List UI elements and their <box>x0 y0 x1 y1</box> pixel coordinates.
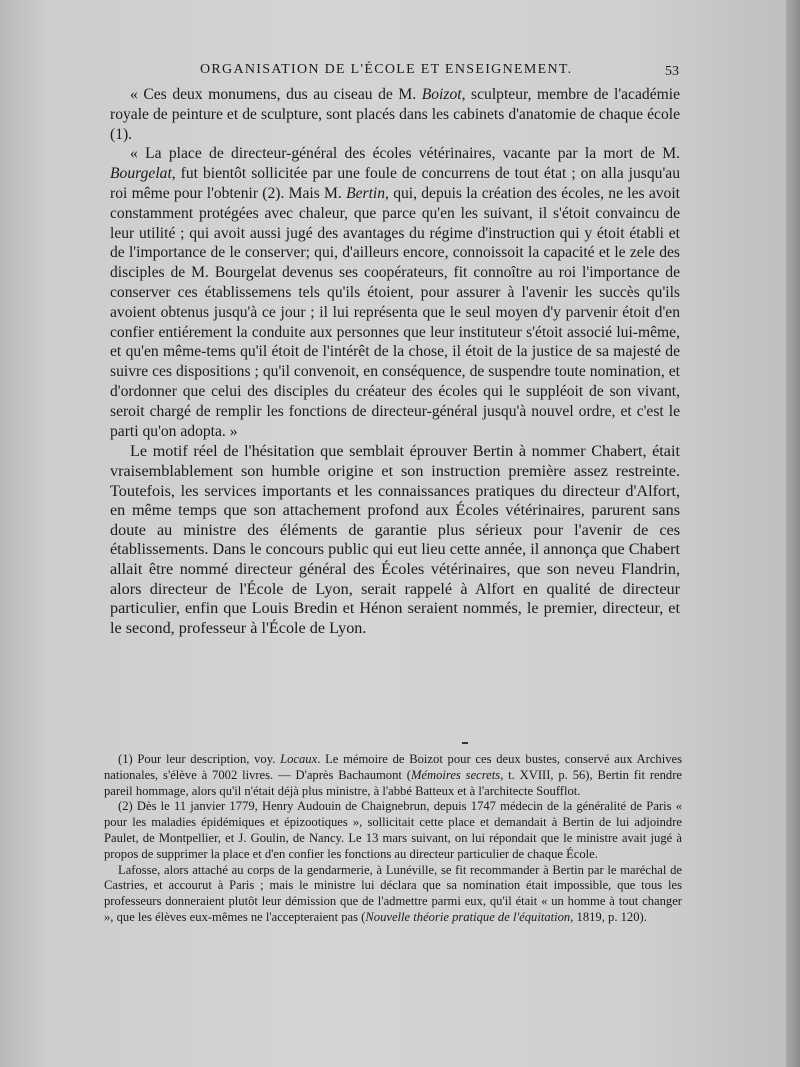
quote-paragraph-2: « La place de directeur-général des écoles vétérinaires, vacante par la mort de M. Bourgelat, fut bientôt sollicitée par une foule de concurrens de tout état ; on alla jusqu'au roi même pour l'obtenir (2). Mais M. Bertin, qui, depuis la création des écoles, ne les avoit constamment protégées avec chaleur, que parce qu'en les suivant, il s'étoit convaincu de leur utilité ; qui avoit aussi jugé des avantages du régime d'instruction qui y étoit établi et de l'importance de le conserver; qui, d'ailleurs encore, connoissoit la capacité et le zele des disciples de M. Bourgelat devenus ses coopérateurs, fit connoître au roi l'importance de conserver ces établissemens tels qu'ils étoient, pour assurer à l'avenir les succès qu'ils avoient obtenus jusqu'à ce jour ; il lui représenta que le seul moyen d'y parvenir étoit d'en confier entiérement la conduite aux personnes que leur instituteur s'étoit associé lui-même, et qu'en même-tems qu'il étoit de l'intérêt de la chose, il étoit de la justice de sa majesté de suivre ces dispositions ; qu'il convenoit, en conséquence, de suspendre toute nomination, et d'ordonner que celui des disciples du créateur des écoles qui le suppléoit de son vivant, seroit chargé de remplir les fonctions de directeur-général jusqu'à nouvel ordre, et c'est le parti qu'on adopta. » <box>110 145 681 440</box>
page-number: 53 <box>665 64 679 79</box>
italic-name-boizot: Boizot <box>421 86 462 103</box>
footnote-3: Lafosse, alors attaché au corps de la gendarmerie, à Lunéville, se fit recommander à Bertin par le maréchal de Castries, et accourut à Paris ; mais le ministre lui déclara que sa nomination était impossible, que tous les professeurs donneraient plutôt leur démission que de l'admettre parmi eux, qu'il était « un homme à tout changer », que les élèves eux-mêmes ne l'accepteraient pas (Nouvelle théorie pratique de l'équitation, 1819, p. 120). <box>104 862 682 924</box>
page-edge-shadow <box>786 0 800 1067</box>
quote-paragraph-1: « Ces deux monumens, dus au ciseau de M. Boizot, sculpteur, membre de l'académie royale de peinture et de sculpture, sont placés dans les cabinets d'anatomie de chaque école (1). <box>110 86 680 143</box>
main-paragraph: Le motif réel de l'hésitation que semblait éprouver Bertin à nommer Chabert, était vraisemblablement son humble origine et son instruction première assez restreinte. Toutefois, les services importants et les connaissances pratiques du directeur d'Alfort, en même temps que son attachement profond aux Écoles vétérinaires, parurent sans doute au ministre des éléments de garantie plus sérieux pour l'avenir de ces établissements. Dans le concours public qui eut lieu cette année, il annonça que Chabert allait être nommé directeur général des Écoles vétérinaires, que son neveu Flandrin, alors directeur de l'École de Lyon, serait rappelé à Alfort en qualité de directeur particulier, enfin que Louis Bredin et Hénon seraient nommés, le premier, directeur, et le second, professeur à l'École de Lyon. <box>110 442 680 637</box>
running-title: ORGANISATION DE L'ÉCOLE ET ENSEIGNEMENT. <box>200 62 573 77</box>
italic-name-bourgelat: Bourgelat <box>110 165 172 183</box>
italic-name-bertin: Bertin <box>346 184 386 202</box>
footnote-2: (2) Dès le 11 janvier 1779, Henry Audouin de Chaignebrun, depuis 1747 médecin de la généralité de Paris « pour les maladies épidémiques et épizootiques », sollicitait cette place et demandait à Bertin de lui adjoindre Paulet, de Montpellier, et J. Goulin, de Nancy. Le 13 mars suivant, on lui répondait que le ministre avait jugé à propos de supprimer la place et d'en confier les fonctions au directeur particulier de chaque École. <box>104 799 682 861</box>
footnote-1: (1) Pour leur description, voy. Locaux. Le mémoire de Boizot pour ces deux bustes, conservé aux Archives nationales, s'élève à 7002 livres. — D'après Bachaumont (Mémoires secrets, t. XVIII, p. 56), Bertin fit rendre pareil hommage, alors qu'il n'était déjà plus ministre, à l'abbé Batteux et à l'architecte Soufflot. <box>104 752 682 798</box>
footnotes <box>104 752 682 926</box>
footnote-separator <box>462 742 468 744</box>
body-text <box>110 85 680 638</box>
